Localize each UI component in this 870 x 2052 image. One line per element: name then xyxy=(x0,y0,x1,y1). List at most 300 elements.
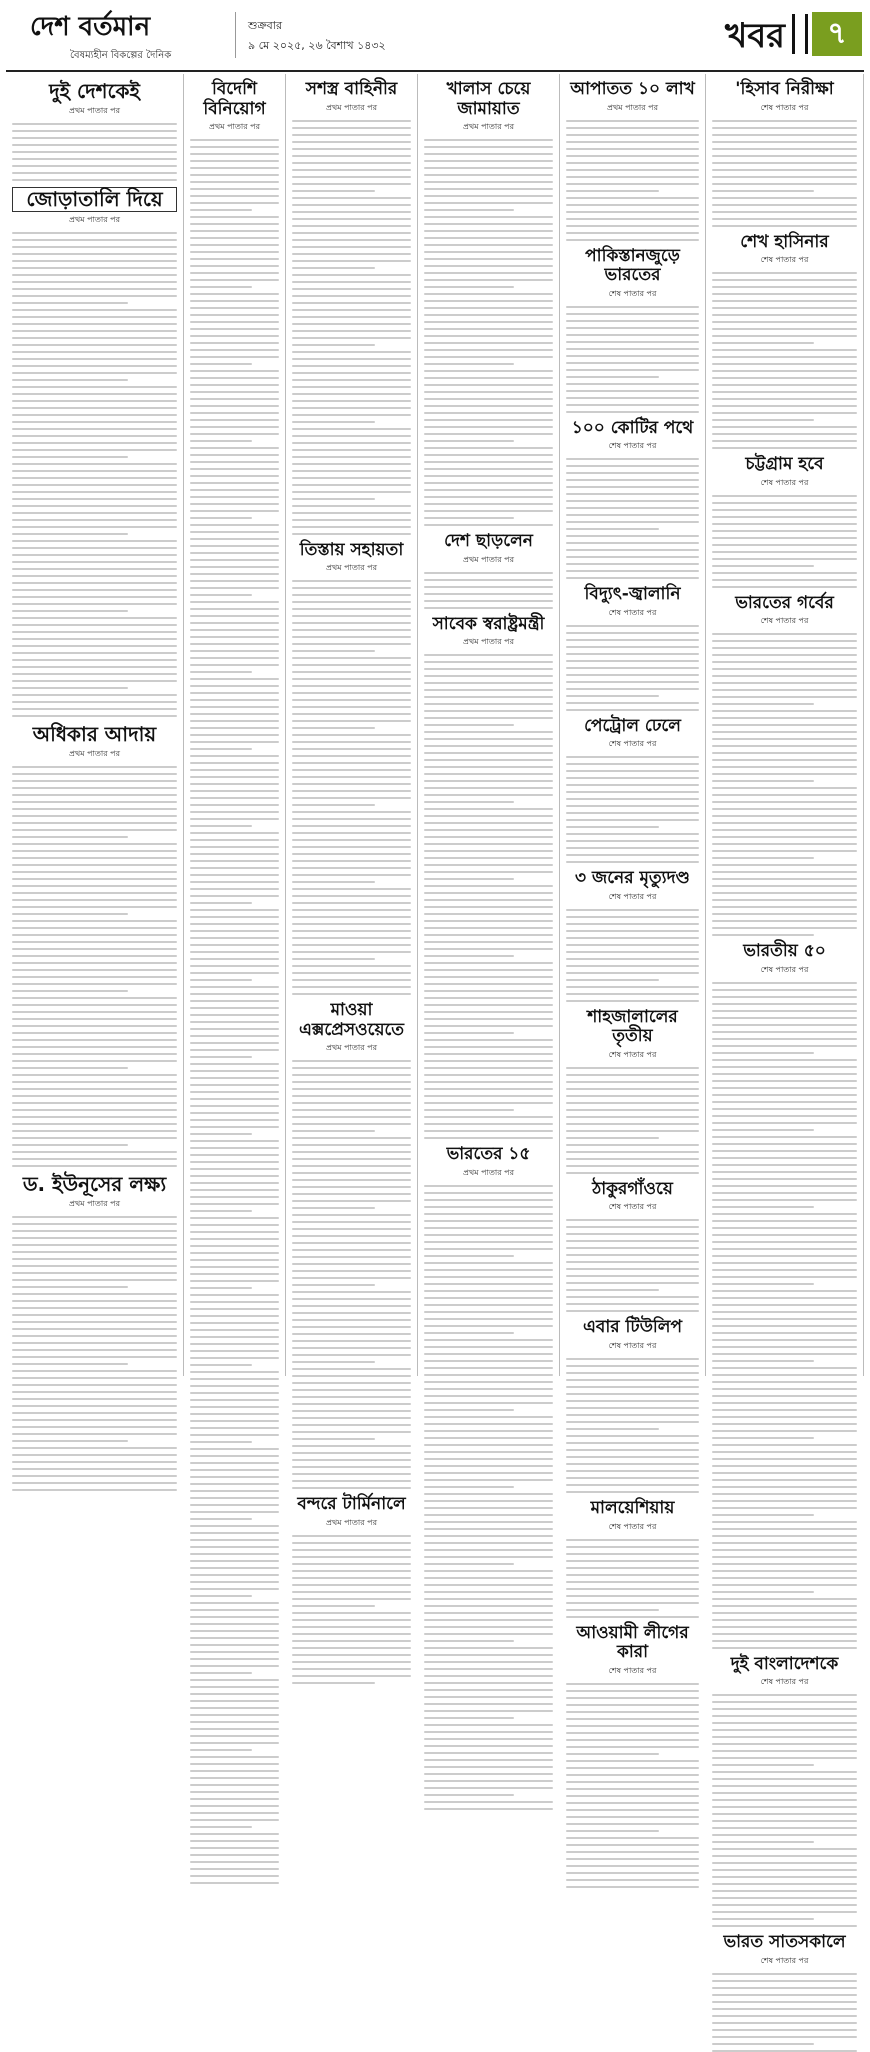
headline[interactable]: ১০০ কোটির পথে xyxy=(571,417,694,438)
article-22[interactable] xyxy=(566,1318,699,1493)
article-14[interactable] xyxy=(566,80,699,241)
text-line xyxy=(566,355,699,357)
text-line xyxy=(190,755,279,757)
text-line xyxy=(12,1279,177,1281)
text-line xyxy=(712,1080,857,1082)
article-15[interactable] xyxy=(566,247,699,413)
headline[interactable]: ৩ জনের মৃত্যুদণ্ড xyxy=(575,868,690,889)
article-5[interactable] xyxy=(190,80,279,1884)
text-line xyxy=(12,547,177,549)
text-line xyxy=(566,1109,699,1111)
article-4[interactable] xyxy=(12,1173,177,1491)
headline[interactable]: চট্টগ্রাম হবে xyxy=(745,454,824,475)
text-line xyxy=(424,843,553,845)
text-line xyxy=(712,780,814,782)
text-line xyxy=(566,1289,659,1291)
text-line xyxy=(566,937,699,939)
text-line xyxy=(712,370,857,372)
text-line xyxy=(566,341,699,343)
text-line xyxy=(566,120,699,122)
text-line xyxy=(190,377,279,379)
text-line xyxy=(566,239,699,241)
text-line xyxy=(292,1647,411,1649)
text-line xyxy=(712,1640,857,1642)
text-line xyxy=(424,668,553,670)
text-line xyxy=(292,1249,411,1251)
text-line xyxy=(292,650,375,652)
text-line xyxy=(12,470,177,472)
headline[interactable]: পেট্রোল ঢেলে xyxy=(584,715,681,736)
text-line xyxy=(424,871,553,873)
text-line xyxy=(292,414,411,416)
text-line xyxy=(12,393,177,395)
text-line xyxy=(712,717,857,719)
text-line xyxy=(190,1770,279,1772)
text-line xyxy=(566,1165,699,1167)
text-line xyxy=(566,847,699,849)
text-line xyxy=(424,1192,553,1194)
text-line xyxy=(566,972,699,974)
text-line xyxy=(190,1812,279,1814)
text-line xyxy=(424,1654,553,1656)
text-line xyxy=(12,1405,177,1407)
headline[interactable]: সাবেক স্বরাষ্ট্রমন্ত্রী xyxy=(432,613,545,634)
headline[interactable]: দুই দেশকেই xyxy=(49,79,140,103)
text-line xyxy=(424,1668,553,1670)
text-line xyxy=(424,878,514,880)
article-17[interactable] xyxy=(566,585,699,711)
text-line xyxy=(12,1489,177,1491)
article-29[interactable] xyxy=(712,942,857,1649)
text-line xyxy=(12,1102,177,1104)
text-line xyxy=(190,762,279,764)
headline[interactable]: খালাস চেয়ে জামায়াত xyxy=(446,79,531,119)
headline[interactable]: ভারতের ১৫ xyxy=(446,1144,531,1165)
text-line xyxy=(190,482,279,484)
text-line xyxy=(190,1063,279,1065)
text-line xyxy=(190,1112,279,1114)
text-line xyxy=(12,1475,177,1477)
text-line xyxy=(566,986,699,988)
text-line xyxy=(12,829,177,831)
article-9[interactable] xyxy=(292,1495,411,1684)
text-line xyxy=(190,1266,279,1268)
headline[interactable]: এবার টিউলিপ xyxy=(582,1317,683,1338)
text-line xyxy=(292,1563,411,1565)
text-line xyxy=(12,1482,177,1484)
text-line xyxy=(424,1689,553,1691)
text-line xyxy=(190,1084,279,1086)
text-line xyxy=(712,1507,857,1509)
headline[interactable]: শেখ হাসিনার xyxy=(740,231,829,252)
text-line xyxy=(190,272,279,274)
text-line xyxy=(12,179,177,181)
headline[interactable]: ভারতের গর্বের xyxy=(735,592,834,613)
continuation-label: শেষ পাতার পর xyxy=(608,607,657,617)
text-line xyxy=(12,281,177,283)
text-line xyxy=(566,1456,699,1458)
text-line xyxy=(190,1742,279,1744)
article-21[interactable] xyxy=(566,1180,699,1313)
article-10[interactable] xyxy=(424,80,553,526)
headline[interactable]: অধিকার আদায় xyxy=(32,722,157,746)
text-line xyxy=(424,1752,553,1754)
article-body xyxy=(12,766,177,1167)
text-line xyxy=(424,447,553,449)
text-line xyxy=(12,379,128,381)
article-20[interactable] xyxy=(566,1008,699,1174)
text-line xyxy=(566,1137,659,1139)
text-line xyxy=(292,372,411,374)
text-line xyxy=(190,300,279,302)
text-line xyxy=(424,1745,553,1747)
text-line xyxy=(292,1221,411,1223)
text-line xyxy=(566,819,699,821)
text-line xyxy=(424,1137,553,1139)
text-line xyxy=(12,610,128,612)
text-line xyxy=(12,414,177,416)
text-line xyxy=(712,1542,857,1544)
text-line xyxy=(712,1722,857,1724)
headline[interactable]: 'হিসাব নিরীক্ষা xyxy=(735,79,834,99)
text-line xyxy=(12,603,177,605)
article-body xyxy=(292,120,411,535)
text-line xyxy=(12,652,177,654)
text-line xyxy=(292,526,411,528)
text-line xyxy=(424,1053,553,1055)
text-line xyxy=(190,1497,279,1499)
article-27[interactable] xyxy=(712,455,857,588)
text-line xyxy=(424,286,514,288)
text-line xyxy=(424,892,553,894)
text-line xyxy=(712,996,857,998)
text-line xyxy=(424,1081,553,1083)
article-13[interactable] xyxy=(424,1145,553,1810)
headline[interactable]: আওয়ামী লীগের কারা xyxy=(576,1622,689,1663)
text-line xyxy=(190,720,279,722)
article-7[interactable] xyxy=(292,541,411,996)
text-line xyxy=(292,706,411,708)
text-line xyxy=(424,934,553,936)
headline[interactable]: মাওয়া এক্সপ্রেসওয়েতে xyxy=(298,1000,405,1040)
headline[interactable]: ভারতীয় ৫০ xyxy=(743,941,826,962)
text-line xyxy=(12,1356,177,1358)
text-line xyxy=(190,958,279,960)
text-line xyxy=(292,1074,411,1076)
article-1[interactable] xyxy=(12,80,177,181)
text-line xyxy=(12,365,177,367)
text-line xyxy=(712,1430,857,1432)
text-line xyxy=(12,780,177,782)
text-line xyxy=(424,1353,553,1355)
text-line xyxy=(292,1242,411,1244)
text-line xyxy=(566,1795,699,1797)
text-line xyxy=(424,794,553,796)
article-24[interactable] xyxy=(566,1624,699,1888)
text-line xyxy=(292,734,411,736)
article-body xyxy=(566,1683,699,1888)
article-26[interactable] xyxy=(712,233,857,450)
text-line xyxy=(712,1556,857,1558)
text-line xyxy=(712,2036,857,2038)
text-line xyxy=(12,582,177,584)
article-body xyxy=(712,272,857,449)
text-line xyxy=(12,130,177,132)
text-line xyxy=(712,1458,857,1460)
text-line xyxy=(566,549,699,551)
text-line xyxy=(424,976,553,978)
text-line xyxy=(712,1570,857,1572)
text-line xyxy=(424,1570,553,1572)
text-line xyxy=(424,1661,553,1663)
text-line xyxy=(712,398,857,400)
continuation-label: প্রথম পাতার পর xyxy=(326,563,377,573)
headline[interactable]: ঠাকুরগাঁওয়ে xyxy=(592,1178,673,1199)
text-line xyxy=(12,1244,177,1246)
text-line xyxy=(190,713,279,715)
text-line xyxy=(12,934,177,936)
column-3 xyxy=(286,74,418,1527)
text-line xyxy=(190,1217,279,1219)
text-line xyxy=(12,1230,177,1232)
text-line xyxy=(566,1837,699,1839)
text-line xyxy=(292,741,411,743)
text-line xyxy=(424,1360,553,1362)
text-line xyxy=(566,1081,699,1083)
text-line xyxy=(566,134,699,136)
text-line xyxy=(424,773,553,775)
article-6[interactable] xyxy=(292,80,411,535)
headline[interactable]: জোড়াতালি দিয়ে xyxy=(12,187,177,212)
text-line xyxy=(190,1798,279,1800)
text-line xyxy=(712,1743,857,1745)
text-line xyxy=(424,1367,553,1369)
text-line xyxy=(12,913,128,915)
article-3[interactable] xyxy=(12,723,177,1167)
article-31[interactable] xyxy=(712,1933,857,2052)
text-line xyxy=(190,804,279,806)
text-line xyxy=(424,1276,553,1278)
text-line xyxy=(712,773,857,775)
headline[interactable]: বন্দরে টার্মিনালে xyxy=(297,1494,406,1515)
headline[interactable]: পাকিস্তানজুড়ে ভারতের xyxy=(585,245,680,286)
text-line xyxy=(566,479,699,481)
article-12[interactable] xyxy=(424,615,553,1140)
text-line xyxy=(190,1259,279,1261)
text-line xyxy=(12,239,177,241)
text-line xyxy=(566,458,699,460)
article-25[interactable] xyxy=(712,80,857,227)
text-line xyxy=(712,1367,857,1369)
text-line xyxy=(566,639,699,641)
text-line xyxy=(424,1025,553,1027)
headline[interactable]: ড. ইউনূসের লক্ষ্য xyxy=(22,1172,167,1196)
text-line xyxy=(190,223,279,225)
text-line xyxy=(190,601,279,603)
text-line xyxy=(12,372,177,374)
article-28[interactable] xyxy=(712,594,857,937)
text-line xyxy=(12,477,177,479)
text-line xyxy=(424,1339,553,1341)
text-line xyxy=(190,1875,279,1877)
text-line xyxy=(424,1241,553,1243)
text-line xyxy=(424,321,553,323)
article-18[interactable] xyxy=(566,717,699,864)
text-line xyxy=(12,316,177,318)
text-line xyxy=(292,1256,411,1258)
text-line xyxy=(292,1598,411,1600)
text-line xyxy=(190,356,279,358)
text-line xyxy=(566,1372,699,1374)
text-line xyxy=(292,755,411,757)
text-line xyxy=(712,509,857,511)
text-line xyxy=(712,127,857,129)
text-line xyxy=(712,1157,857,1159)
text-line xyxy=(712,1444,857,1446)
text-line xyxy=(712,1339,857,1341)
text-line xyxy=(190,706,279,708)
headline[interactable]: বিদেশি বিনিয়োগ xyxy=(203,79,266,119)
text-line xyxy=(566,334,699,336)
text-line xyxy=(712,731,857,733)
headline[interactable]: দেশ ছাড়লেন xyxy=(444,531,533,552)
text-line xyxy=(12,850,177,852)
continuation-label: প্রথম পাতার পর xyxy=(326,102,377,112)
text-line xyxy=(424,1088,553,1090)
text-line xyxy=(12,1426,177,1428)
text-line xyxy=(292,1410,411,1412)
text-line xyxy=(292,1542,411,1544)
text-line xyxy=(712,1841,814,1843)
text-line xyxy=(712,1778,857,1780)
text-line xyxy=(424,1619,553,1621)
text-line xyxy=(566,1546,699,1548)
headline[interactable]: শাহজালালের তৃতীয় xyxy=(587,1006,678,1047)
article-19[interactable] xyxy=(566,869,699,1002)
text-line xyxy=(292,456,411,458)
text-line xyxy=(712,1164,857,1166)
text-line xyxy=(566,1226,699,1228)
text-line xyxy=(190,1168,279,1170)
text-line xyxy=(424,745,553,747)
text-line xyxy=(12,253,177,255)
headline[interactable]: সশস্ত্র বাহিনীর xyxy=(305,79,398,99)
newspaper-logo[interactable] xyxy=(30,6,220,66)
column-1 xyxy=(6,74,184,1376)
text-line xyxy=(292,162,411,164)
text-line xyxy=(292,1130,375,1132)
text-line xyxy=(190,188,279,190)
text-line xyxy=(190,1525,279,1527)
text-line xyxy=(292,1109,411,1111)
text-line xyxy=(292,1424,411,1426)
text-line xyxy=(712,440,857,442)
text-line xyxy=(566,826,659,828)
text-line xyxy=(190,1651,279,1653)
text-line xyxy=(424,948,553,950)
article-23[interactable] xyxy=(566,1499,699,1618)
text-line xyxy=(424,1423,553,1425)
text-line xyxy=(292,811,411,813)
text-line xyxy=(566,1858,699,1860)
text-line xyxy=(566,681,699,683)
text-line xyxy=(712,516,857,518)
text-line xyxy=(190,1294,279,1296)
text-line xyxy=(712,1255,857,1257)
text-line xyxy=(190,1119,279,1121)
text-line xyxy=(292,692,411,694)
article-8[interactable] xyxy=(292,1001,411,1489)
text-line xyxy=(566,1442,699,1444)
column-4 xyxy=(418,74,560,1376)
text-line xyxy=(424,1633,553,1635)
text-line xyxy=(292,1081,411,1083)
text-line xyxy=(12,554,177,556)
text-line xyxy=(12,274,177,276)
text-line xyxy=(424,1269,553,1271)
text-line xyxy=(712,523,857,525)
text-line xyxy=(190,174,279,176)
text-line xyxy=(424,675,553,677)
text-line xyxy=(566,1130,699,1132)
text-line xyxy=(424,654,553,656)
text-line xyxy=(12,1032,177,1034)
headline[interactable]: দুই বাংলাদেশকে xyxy=(730,1653,839,1674)
text-line xyxy=(424,1598,553,1600)
text-line xyxy=(292,1060,411,1062)
text-line xyxy=(424,1738,553,1740)
text-line xyxy=(712,1017,857,1019)
text-line xyxy=(12,1412,177,1414)
article-16[interactable] xyxy=(566,419,699,580)
text-line xyxy=(566,397,699,399)
text-line xyxy=(424,216,553,218)
text-line xyxy=(292,979,411,981)
text-line xyxy=(292,783,411,785)
text-line xyxy=(566,486,699,488)
logo-tagline: বৈষম্যহীন বিকল্পের দৈনিক xyxy=(70,50,172,61)
headline[interactable]: বিদ্যুৎ-জ্বালানি xyxy=(584,584,681,605)
text-line xyxy=(190,1420,279,1422)
text-line xyxy=(566,1435,699,1437)
text-line xyxy=(12,1109,177,1111)
text-line xyxy=(424,801,514,803)
headline[interactable]: আপাতত ১০ লাখ xyxy=(570,79,695,99)
text-line xyxy=(12,631,177,633)
text-line xyxy=(566,979,659,981)
text-line xyxy=(424,1759,553,1761)
text-line xyxy=(190,216,279,218)
article-2[interactable] xyxy=(12,187,177,717)
text-line xyxy=(190,1042,279,1044)
headline[interactable]: ভারত সাতসকালে xyxy=(723,1932,846,1953)
text-line xyxy=(424,780,553,782)
text-line xyxy=(712,1374,857,1376)
text-line xyxy=(424,913,553,915)
article-11[interactable] xyxy=(424,532,553,609)
headline[interactable]: তিস্তায় সহায়তা xyxy=(299,539,404,560)
article-30[interactable] xyxy=(712,1655,857,1928)
text-line xyxy=(12,948,177,950)
text-line xyxy=(12,1335,177,1337)
text-line xyxy=(566,493,699,495)
text-line xyxy=(292,1584,411,1586)
text-line xyxy=(190,587,279,589)
headline[interactable]: মালয়েশিয়ায় xyxy=(590,1498,675,1519)
text-line xyxy=(424,1577,553,1579)
text-line xyxy=(712,794,857,796)
column-2 xyxy=(184,74,286,1376)
